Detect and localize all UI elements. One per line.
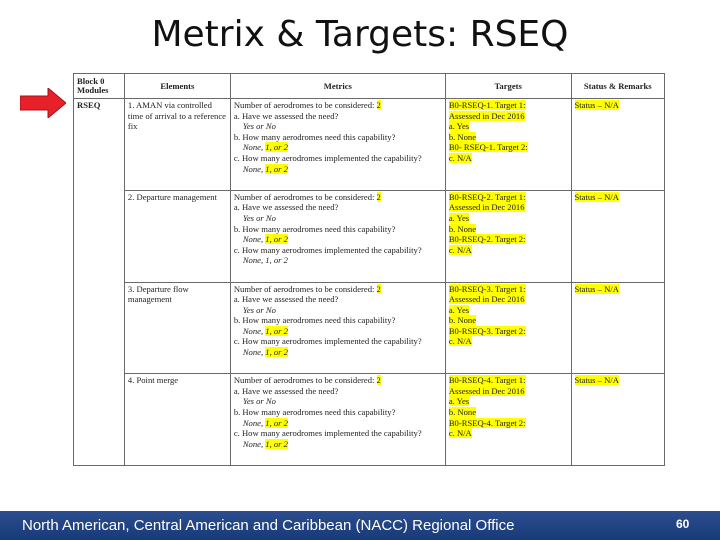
target-b: b. None [448,407,477,418]
metric-count-label: Number of aerodromes to be considered: [233,191,375,202]
target-1-title: B0-RSEQ-2. Target 1: [448,191,526,202]
metric-answer-c [234,439,442,450]
metric-answer-c-pre: None, [242,438,264,449]
header-metrics: Metrics [230,74,445,99]
targets-cell [445,190,571,282]
metric-answer-b-hl: 1, or 2 [265,234,288,245]
status-text: Status – N/A [574,375,619,386]
targets-cell [445,282,571,374]
metric-answer-c-pre: None, [242,163,264,174]
metric-count-label: Number of aerodromes to be considered: [233,100,375,110]
metric-answer-c-pre: None, [242,347,264,358]
metric-answer-a: Yes or No [242,121,276,132]
target-1-date: Assessed in Dec 2016 [448,385,525,396]
metric-count-value: 2 [376,283,381,294]
metric-answer-b [234,234,442,245]
target-2-title: B0-RSEQ-2. Target 2: [448,234,526,245]
header-block-line2: Modules [77,85,109,95]
metric-count [234,192,442,203]
target-2-block [449,418,568,429]
table-row [74,190,665,282]
metric-question-b: b. How many aerodromes need this capability? [233,131,396,142]
target-1-title: B0-RSEQ-1. Target 1: [448,100,526,110]
target-c: c. N/A [448,336,472,347]
metric-answer-b [234,418,442,429]
metric-answer-c [234,255,442,266]
element-cell: 4. Point merge [124,374,230,466]
target-1-title: B0-RSEQ-4. Target 1: [448,375,526,386]
metric-count-label: Number of aerodromes to be considered: [233,283,375,294]
metric-answer-b-pre: None, [242,142,264,153]
metric-question-a: a. Have we assessed the need? [233,385,339,396]
target-1-date-block [449,294,568,305]
target-b: b. None [448,131,477,142]
slide-title: Metrix & Targets: RSEQ [151,14,569,55]
metric-question-a: a. Have we assessed the need? [233,294,339,305]
metric-question-a: a. Have we assessed the need? [233,110,339,121]
target-2-block [449,142,568,153]
target-a-block [449,213,568,224]
target-1-date-block [449,386,568,397]
metric-answer-b-hl: 1, or 2 [265,325,288,336]
target-1-block [449,284,568,295]
target-a: a. Yes [448,396,470,407]
metric-question-c: c. How many aerodromes implemented the capability? [233,428,422,439]
module-label: RSEQ [77,100,101,110]
metric-answer-a: Yes or No [242,212,276,223]
target-c: c. N/A [448,152,472,163]
metric-answer-c-hl: 1, or 2 [265,347,288,358]
target-c-block [449,428,568,439]
metric-count [234,375,442,386]
target-2-title: B0-RSEQ-4. Target 2: [448,417,526,428]
target-b-block [449,315,568,326]
status-text: Status – N/A [574,283,619,294]
target-c: c. N/A [448,244,472,255]
metric-answer-a: Yes or No [242,304,276,315]
target-1-block [449,100,568,111]
metric-question-b: b. How many aerodromes need this capability? [233,223,396,234]
metric-question-c: c. How many aerodromes implemented the capability? [233,152,422,163]
target-2-title: B0-RSEQ-3. Target 2: [448,325,526,336]
metric-count-value: 2 [376,191,381,202]
metric-answer-b-pre: None, [242,325,264,336]
page-number: 60 [676,517,690,531]
metric-answer-b [234,326,442,337]
red-arrow-icon [20,88,66,118]
status-text: Status – N/A [574,100,619,110]
target-b: b. None [448,315,477,326]
metrics-cell [230,282,445,374]
target-1-block [449,375,568,386]
target-b: b. None [448,223,477,234]
target-b-block [449,407,568,418]
target-1-date: Assessed in Dec 2016 [448,110,525,121]
metric-answer-a: Yes or No [242,396,276,407]
target-2-block [449,234,568,245]
target-1-date: Assessed in Dec 2016 [448,202,525,213]
metrics-targets-table [73,73,665,466]
metric-answer-b-hl: 1, or 2 [265,417,288,428]
table-row [74,282,665,374]
metrics-cell [230,374,445,466]
metrics-cell [230,99,445,191]
target-a-block [449,396,568,407]
target-b-block [449,132,568,143]
arrow-shape [20,88,66,118]
target-a: a. Yes [448,304,470,315]
metric-question-c: c. How many aerodromes implemented the capability? [233,336,422,347]
targets-cell [445,374,571,466]
header-status: Status & Remarks [571,74,665,99]
status-cell [571,374,665,466]
footer-office-name: North American, Central American and Caribbean (NACC) Regional Office [22,517,515,534]
target-a: a. Yes [448,121,470,132]
header-block-line1: Block 0 [77,75,105,86]
table-header-row [74,74,665,99]
element-cell: 1. AMAN via controlled time of arrival to a reference fix [124,99,230,191]
metric-count-value: 2 [376,100,381,110]
target-2-title: B0- RSEQ-1. Target 2: [448,142,528,153]
metric-answer-c-hl: 1, or 2 [265,163,288,174]
metric-answer-c [234,164,442,175]
status-cell [571,99,665,191]
metric-answer-c [234,347,442,358]
status-text: Status – N/A [574,191,619,202]
target-c-block [449,336,568,347]
table-body [74,99,665,466]
metric-answer-c-hl: 1, or 2 [265,438,288,449]
metric-count [234,100,442,111]
metric-question-b: b. How many aerodromes need this capability? [233,407,396,418]
metric-answer-b-pre: None, [242,417,264,428]
target-b-block [449,224,568,235]
metric-question-a: a. Have we assessed the need? [233,202,339,213]
target-c-block [449,153,568,164]
header-targets: Targets [445,74,571,99]
target-c-block [449,245,568,256]
metric-answer-b-pre: None, [242,234,264,245]
metrics-cell [230,190,445,282]
target-2-block [449,326,568,337]
target-1-title: B0-RSEQ-3. Target 1: [448,283,526,294]
header-elements: Elements [124,74,230,99]
element-cell: 3. Departure flow management [124,282,230,374]
header-block-modules [74,74,125,99]
status-cell [571,190,665,282]
footer-bar [0,511,720,540]
metric-answer-b-hl: 1, or 2 [265,142,288,153]
metric-question-c: c. How many aerodromes implemented the capability? [233,244,422,255]
metric-question-b: b. How many aerodromes need this capability? [233,315,396,326]
target-1-date-block [449,111,568,122]
metric-count-value: 2 [376,375,381,386]
target-1-date-block [449,202,568,213]
target-a-block [449,305,568,316]
target-a-block [449,121,568,132]
target-a: a. Yes [448,212,470,223]
table-row [74,99,665,191]
target-1-block [449,192,568,203]
metric-answer-c-pre: None, 1, or 2 [242,255,288,266]
module-cell [74,99,125,466]
metric-count [234,284,442,295]
table-row [74,374,665,466]
element-cell: 2. Departure management [124,190,230,282]
target-c: c. N/A [448,428,472,439]
metric-answer-b [234,142,442,153]
status-cell [571,282,665,374]
metric-count-label: Number of aerodromes to be considered: [233,375,375,386]
targets-cell [445,99,571,191]
target-1-date: Assessed in Dec 2016 [448,294,525,305]
